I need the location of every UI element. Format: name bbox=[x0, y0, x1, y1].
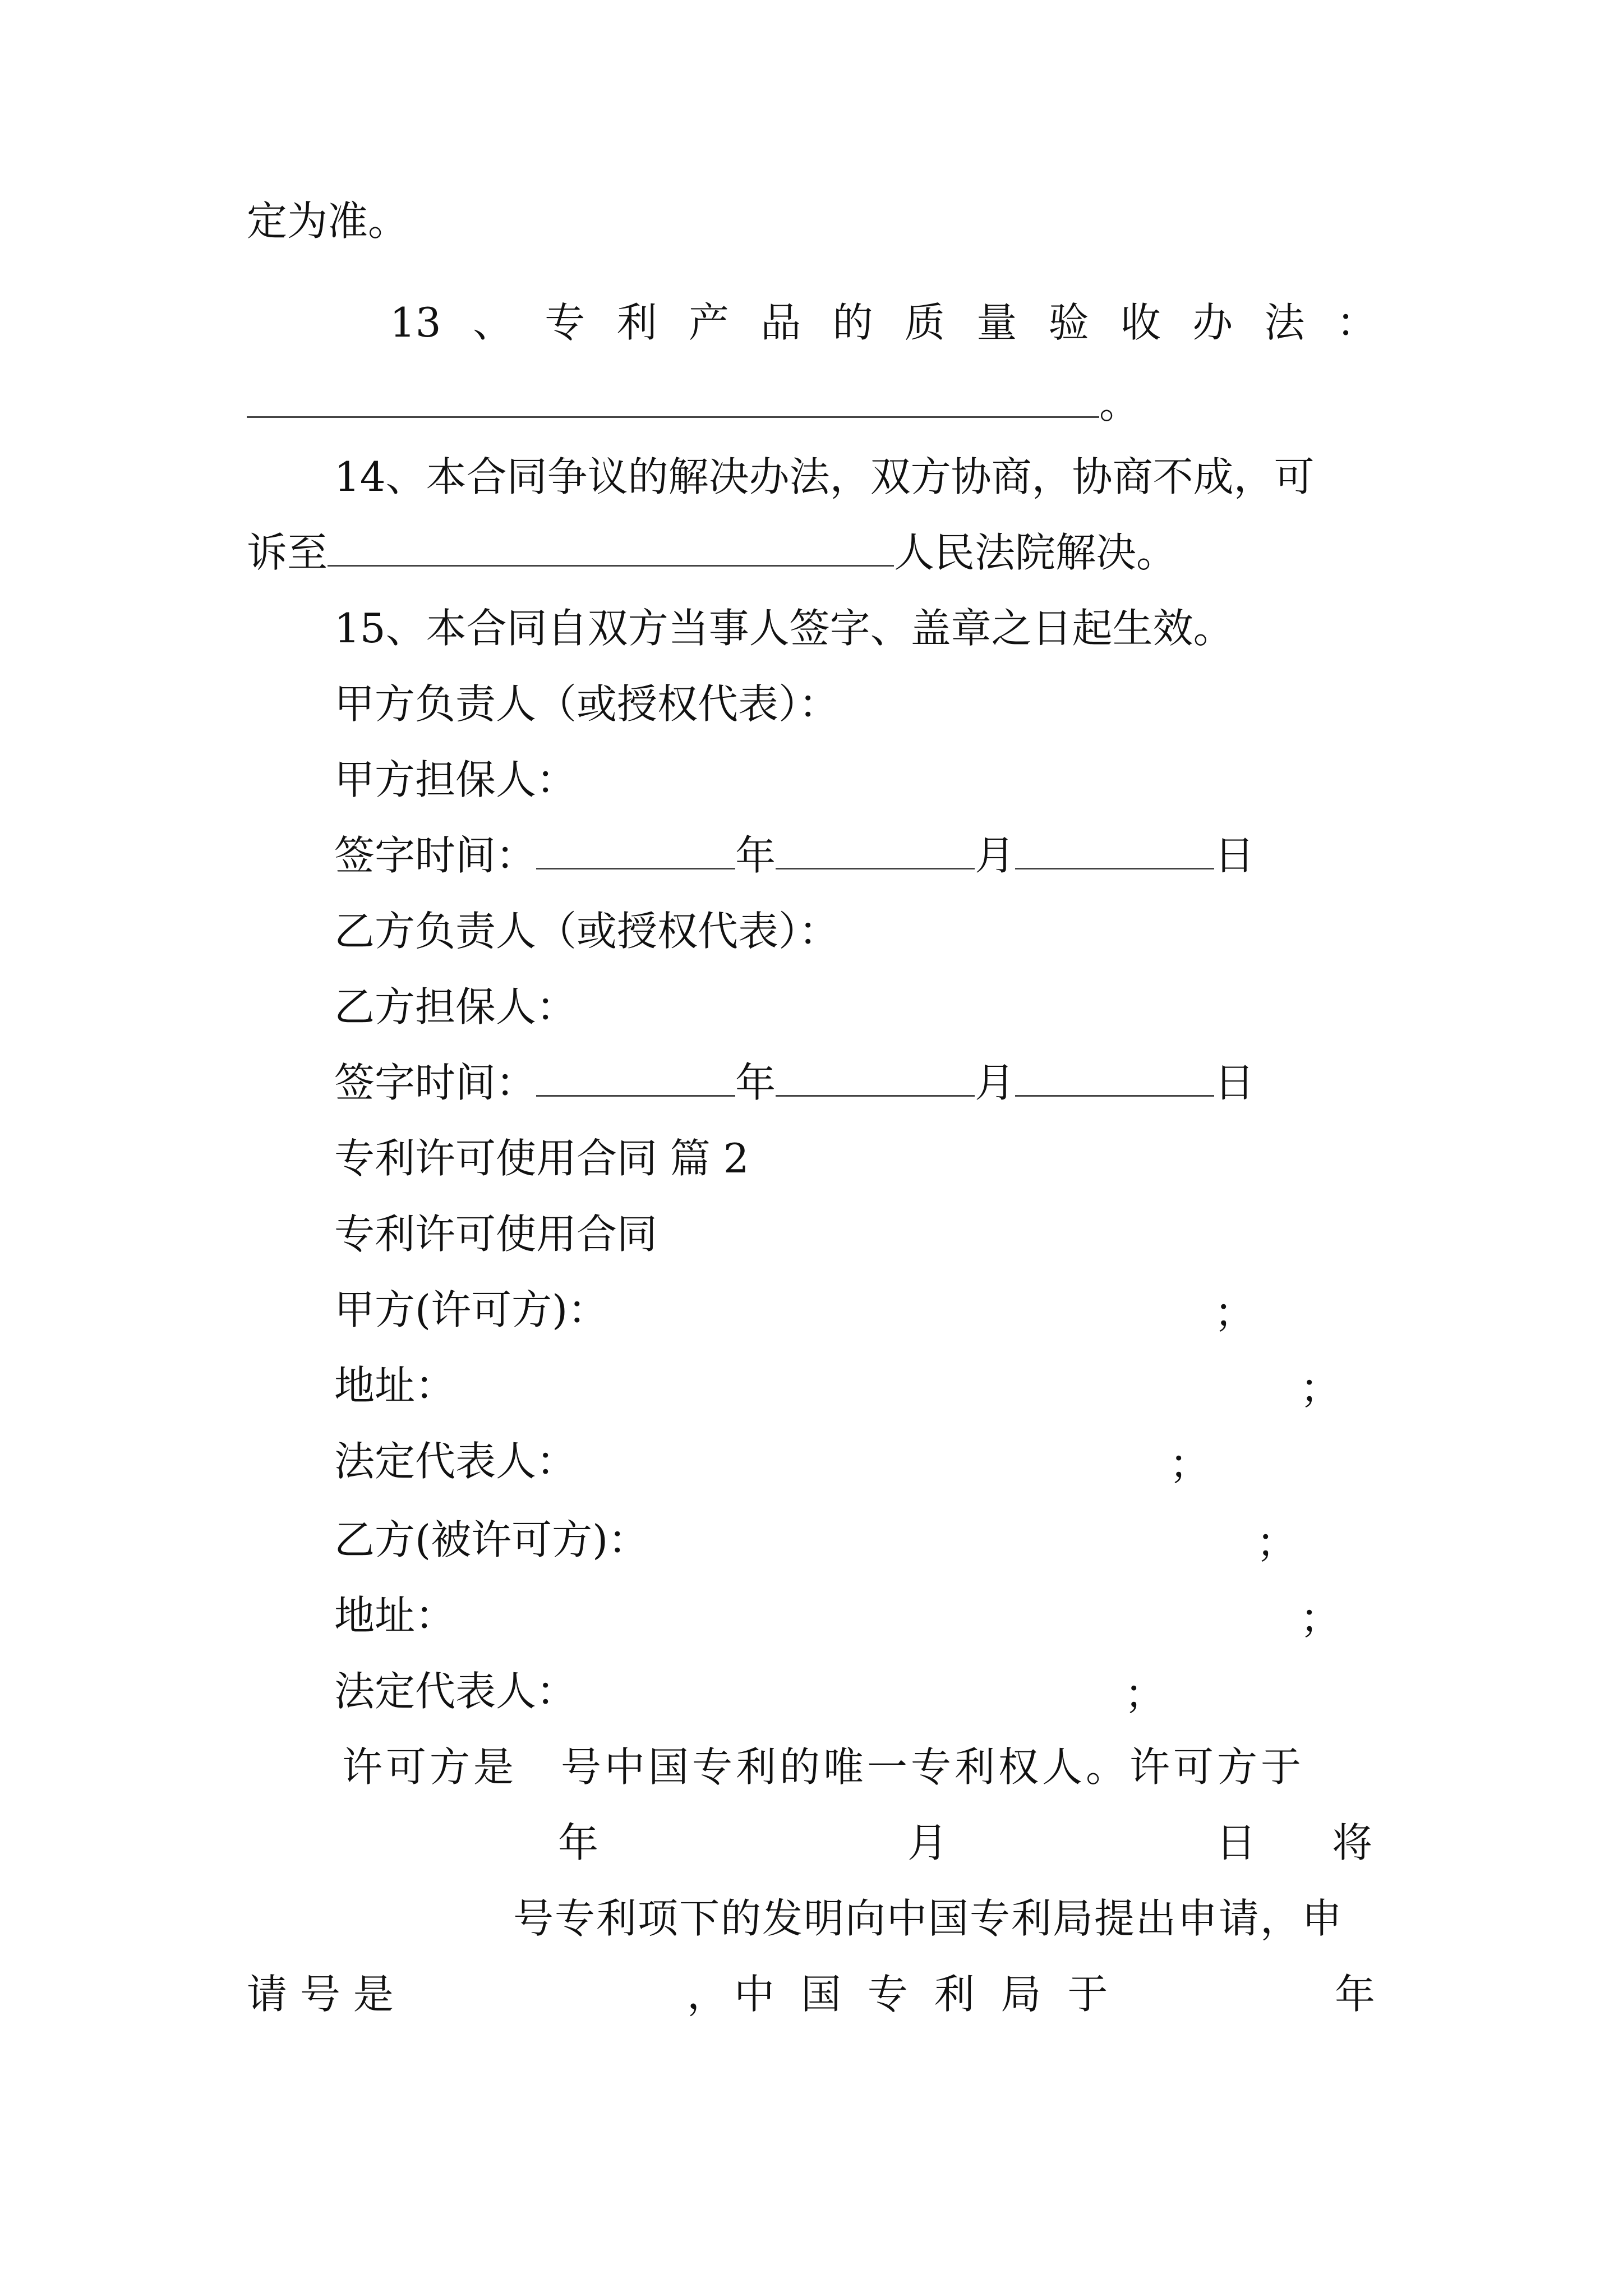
address-label: 地址： bbox=[334, 1362, 456, 1409]
legal-rep-label: 法定代表人： bbox=[334, 1668, 577, 1715]
licensor-statement: 许可方是 号中国专利的唯一专利权人。许可方于 bbox=[342, 1743, 1305, 1791]
legal-rep-label: 法定代表人： bbox=[334, 1438, 577, 1485]
line-end-semicolon: ； bbox=[1214, 1289, 1255, 1336]
year-label: 年 bbox=[558, 1819, 599, 1866]
contract-title: 专利许可使用合同 bbox=[334, 1211, 658, 1258]
day-label: 日 bbox=[1214, 832, 1255, 879]
line-end: 。 bbox=[1099, 380, 1140, 427]
clause-13-char: ： bbox=[1336, 299, 1377, 346]
clause-14-line: 14、本合同争议的解决办法，双方协商，协商不成，可 bbox=[334, 453, 1315, 500]
sign-date-label: 签字时间： bbox=[334, 1059, 537, 1106]
clause-13-char: 13 bbox=[390, 299, 441, 346]
sign-date-label: 签字时间： bbox=[334, 832, 537, 879]
month-label: 月 bbox=[907, 1819, 948, 1866]
clause-13-char: 、 bbox=[472, 299, 513, 346]
clause-15-line: 15、本合同自双方当事人签字、盖章之日起生效。 bbox=[334, 605, 1234, 652]
month-label: 月 bbox=[975, 1059, 1016, 1106]
clause-13-char: 的 bbox=[832, 299, 873, 346]
address-label: 地址： bbox=[334, 1592, 456, 1639]
clause-13-char: 专 bbox=[545, 299, 585, 346]
clause-13-char: 收 bbox=[1120, 299, 1161, 346]
section-heading: 专利许可使用合同 篇 2 bbox=[334, 1135, 749, 1182]
text-line: 号专利项下的发明向中国专利局提出申请，申 bbox=[513, 1895, 1344, 1942]
party-b-label: 乙方(被许可方)： bbox=[334, 1516, 649, 1563]
text-segment: ，中 国 专 利 局 于 bbox=[687, 1971, 1115, 2018]
day-label: 日 bbox=[1216, 1819, 1257, 1866]
text-segment: 人民法院解决。 bbox=[894, 529, 1177, 576]
text-segment: 请 号 是 bbox=[247, 1971, 394, 2018]
clause-13-char: 验 bbox=[1048, 299, 1089, 346]
line-end-semicolon: ； bbox=[1300, 1595, 1341, 1642]
party-a-rep: 甲方负责人（或授权代表）： bbox=[334, 680, 840, 728]
text-segment: 诉至 bbox=[247, 529, 328, 576]
sign-date-line bbox=[334, 827, 1255, 884]
blank-underline bbox=[536, 1060, 735, 1097]
text-line bbox=[247, 376, 1140, 432]
text-segment: 年 bbox=[1335, 1971, 1376, 2018]
blank-underline bbox=[776, 833, 975, 869]
clause-13-char: 质 bbox=[904, 299, 945, 346]
clause-13-char: 利 bbox=[616, 299, 657, 346]
text-line bbox=[247, 524, 1177, 581]
year-label: 年 bbox=[735, 832, 776, 879]
blank-underline bbox=[776, 1060, 975, 1097]
clause-13-char: 量 bbox=[976, 299, 1017, 346]
clause-13-line bbox=[390, 295, 1377, 351]
clause-13-char: 品 bbox=[760, 299, 801, 346]
line-end-semicolon: ； bbox=[1256, 1519, 1297, 1566]
party-b-rep: 乙方负责人（或授权代表）： bbox=[334, 908, 840, 955]
party-b-guarantor: 乙方担保人： bbox=[334, 983, 577, 1030]
party-a-guarantor: 甲方担保人： bbox=[334, 756, 577, 803]
blank-underline bbox=[1015, 1060, 1214, 1097]
month-label: 月 bbox=[975, 832, 1016, 879]
text-segment: 将 bbox=[1332, 1819, 1373, 1866]
clause-13-char: 法 bbox=[1264, 299, 1305, 346]
day-label: 日 bbox=[1214, 1059, 1255, 1106]
clause-13-char: 办 bbox=[1192, 299, 1233, 346]
blank-underline bbox=[536, 833, 735, 869]
blank-underline bbox=[328, 530, 894, 567]
blank-underline bbox=[247, 381, 1099, 418]
blank-underline bbox=[1015, 833, 1214, 869]
line-end-semicolon: ； bbox=[1169, 1441, 1210, 1488]
clause-13-char: 产 bbox=[688, 299, 729, 346]
line-end-semicolon: ； bbox=[1300, 1365, 1341, 1412]
party-a-label: 甲方(许可方)： bbox=[334, 1286, 608, 1333]
line-end-semicolon: ； bbox=[1124, 1671, 1165, 1718]
sign-date-line bbox=[334, 1055, 1255, 1111]
text-line: 定为准。 bbox=[247, 197, 409, 245]
year-label: 年 bbox=[735, 1059, 776, 1106]
